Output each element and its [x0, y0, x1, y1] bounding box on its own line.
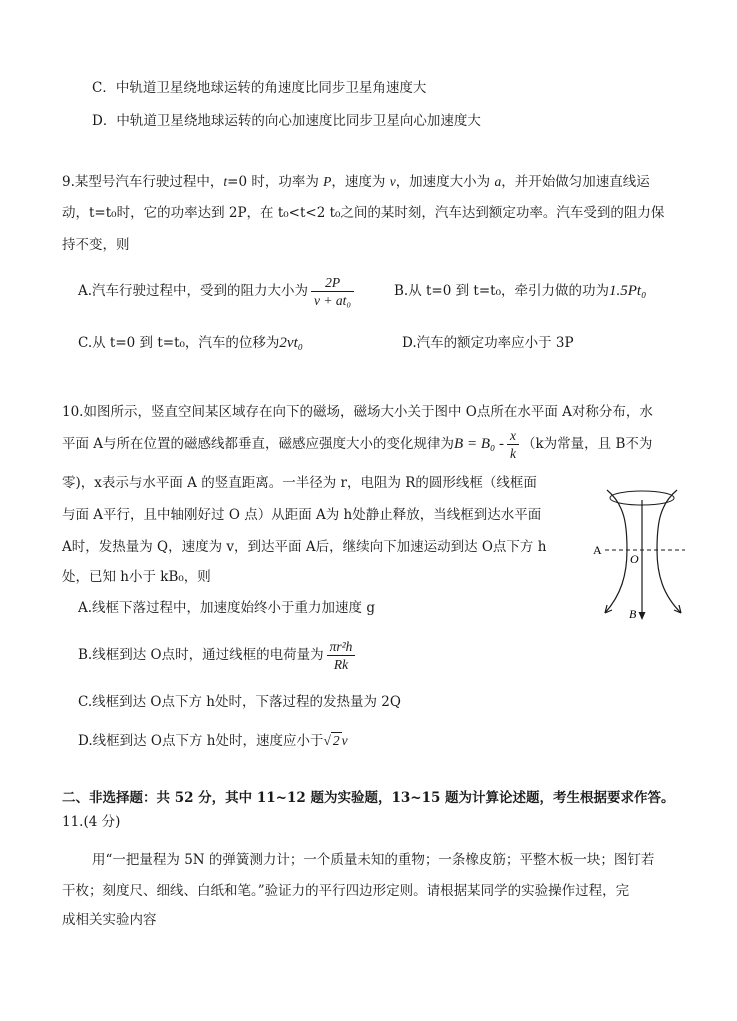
- q11-line3: 成相关实验内容: [62, 912, 157, 928]
- q10-option-b: B.线框到达 O点时，通过线框的电荷量为 $\frac{\text{πr²h}}{Rk}$: [78, 636, 358, 674]
- q9-option-d: D.汽车的额定功率应小于 3P: [402, 335, 574, 351]
- q10-option-b-fraction: $\frac{\text{πr²h}}{Rk}$: [327, 638, 356, 673]
- q9-option-b: B.从 t=0 到 t=t₀，牵引力做的功为1.5Pt₀: [394, 283, 647, 299]
- q11-line2: 干枚；刻度尺、细线、白纸和笔。”验证力的平行四边形定则。请根据某同学的实验操作过程，完: [62, 883, 630, 899]
- q10-option-c: C.线框到达 O点下方 h处时，下落过程的发热量为 2Q: [78, 694, 401, 710]
- arrow-down-icon: [639, 612, 646, 620]
- field-line-right: [657, 490, 681, 613]
- q9-option-a: A.汽车行驶过程中，受到的阻力大小为 $\frac{2P}{\text{v + at₀}}$: [78, 272, 357, 310]
- q9-stem-line1: 9.某型号汽车行驶过程中，t=0 时，功率为 P，速度为 v，加速度大小为 a，并开始做匀加速直线运: [62, 174, 650, 190]
- q9-option-c: C.从 t=0 到 t=t₀，汽车的位移为2vt₀: [78, 335, 303, 351]
- magnetic-field-figure: [585, 480, 695, 625]
- q10-option-d: D.线框到达 O点下方 h处时，速度应小于√ 2 v: [78, 733, 348, 749]
- q9-stem-line3: 持不变，则: [62, 237, 130, 253]
- section-2-heading: 二、非选择题：共 52 分，其中 11~12 题为实验题，13~15 题为计算论述题，考生根据要求作答。: [62, 790, 675, 806]
- q10-stem-line3: 零)，x表示与水平面 A 的竖直距离。一半径为 r，电阻为 R的圆形线框（线框面: [62, 475, 537, 491]
- q10-stem-line6: 处，已知 h小于 kB₀，则: [62, 569, 211, 585]
- q8-option-d: D．中轨道卫星绕地球运转的向心加速度比同步卫星向心加速度大: [92, 113, 481, 129]
- label-b: B: [629, 607, 637, 621]
- q10-stem-line4: 与面 A平行，且中轴刚好过 O 点）从距面 A为 h处静止释放，当线框到达水平面: [62, 507, 542, 523]
- q10-stem-line5: A时，发热量为 Q，速度为 v，到达平面 A后，继续向下加速运动到达 O点下方 h: [62, 539, 547, 555]
- label-a: A: [593, 543, 602, 557]
- q10-stem-line1: 10.如图所示，竖直空间某区域存在向下的磁场，磁场大小关于图中 O点所在水平面 A对称分布，水: [62, 404, 653, 420]
- q11-line1: 用“一把量程为 5N 的弹簧测力计；一个质量未知的重物；一条橡皮筋；平整木板一块；图钉若: [92, 852, 655, 868]
- q8-option-c: C．中轨道卫星绕地球运转的角速度比同步卫星角速度大: [92, 80, 427, 96]
- q10-option-a: A.线框下落过程中，加速度始终小于重力加速度 g: [78, 600, 375, 616]
- field-line-left: [605, 490, 627, 613]
- q9-stem-line2: 动，t=t₀时，它的功率达到 2P，在 t₀<t<2 t₀之间的某时刻，汽车达到额定功率。汽车受到的阻力保: [62, 205, 665, 221]
- q10-formula-fraction: $\frac{x}{k}$: [507, 427, 519, 462]
- label-o: O: [630, 552, 639, 566]
- q11-heading: 11.(4 分): [62, 814, 121, 830]
- q9-option-a-fraction: $\frac{2P}{\text{v + at₀}}$: [311, 274, 354, 309]
- q10-stem-line2: 平面 A与所在位置的磁感线都垂直，磁感应强度大小的变化规律为B = B₀ - $\frac{x}{k}$ （k为常量，且 B不为: [62, 428, 653, 461]
- q10-sqrt-expression: √ 2 v: [323, 733, 348, 748]
